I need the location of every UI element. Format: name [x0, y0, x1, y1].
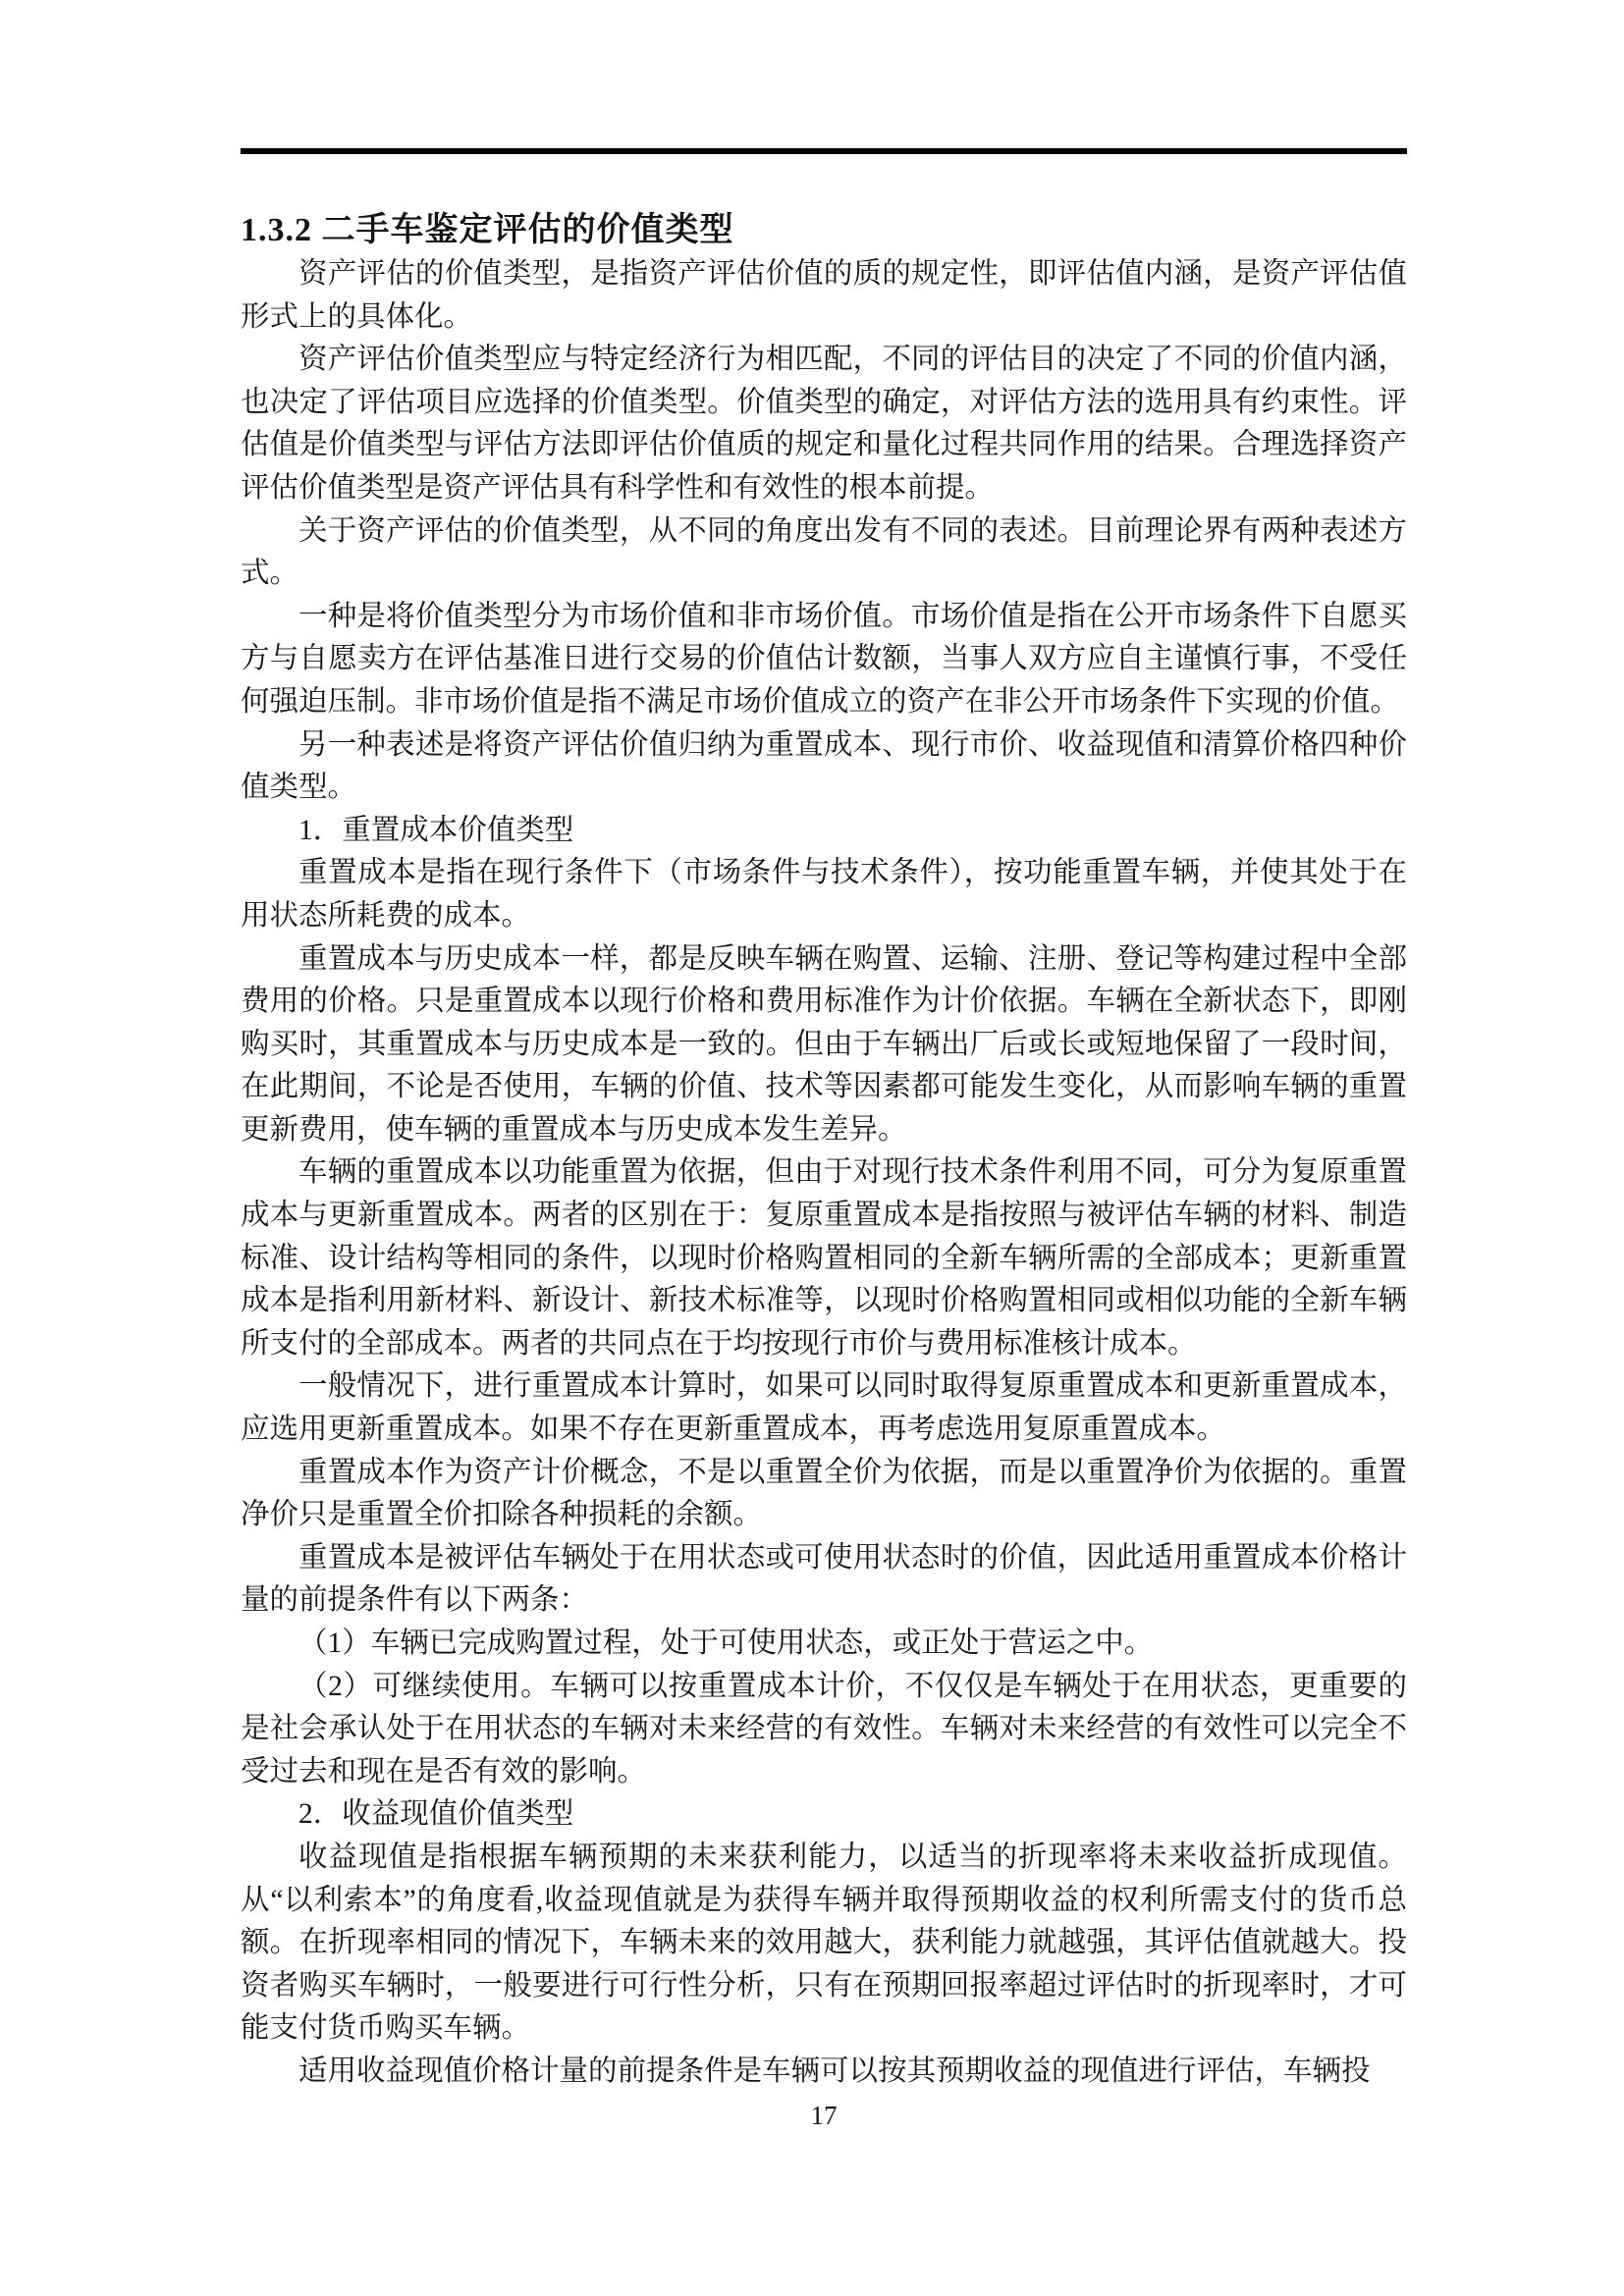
paragraph: 适用收益现值价格计量的前提条件是车辆可以按其预期收益的现值进行评估，车辆投	[298, 2055, 1371, 2087]
list-heading: 2．收益现值价值类型	[298, 1798, 574, 1831]
paragraph: 关于资产评估的价值类型，从不同的角度出发有不同的表述。目前理论界有两种表述方式。	[241, 514, 1407, 590]
paragraph: 资产评估的价值类型，是指资产评估价值的质的规定性，即评估值内涵，是资产评估值形式上的具体化。	[241, 258, 1407, 333]
list-item: （1）车辆已完成购置过程，处于可使用状态，或正处于营运之中。	[298, 1628, 1154, 1659]
page-content	[241, 0, 1407, 2094]
paragraph: 另一种表述是将资产评估价值归纳为重置成本、现行市价、收益现值和清算价格四种价值类型。	[241, 728, 1407, 804]
paragraph: 一种是将价值类型分为市场价值和非市场价值。市场价值是指在公开市场条件下自愿买方与自愿卖方在评估基准日进行交易的价值估计数额，当事人双方应自主谨慎行事，不受任何强迫压制。非市场价值是指不满足市场价值成立的资产在非公开市场条件下实现的价值。	[241, 600, 1407, 718]
list-item: （2）可继续使用。车辆可以按重置成本计价，不仅仅是车辆处于在用状态，更重要的是社会承认处于在用状态的车辆对未来经营的有效性。车辆对未来经营的有效性可以完全不受过去和现在是否有效的影响。	[241, 1670, 1407, 1788]
paragraph: 重置成本是被评估车辆处于在用状态或可使用状态时的价值，因此适用重置成本价格计量的前提条件有以下两条：	[241, 1541, 1407, 1617]
list-heading: 1．重置成本价值类型	[298, 814, 574, 846]
paragraph: 重置成本作为资产计价概念，不是以重置全价为依据，而是以重置净价为依据的。重置净价只是重置全价扣除各种损耗的余额。	[241, 1456, 1407, 1531]
page-number: 17	[810, 2101, 838, 2130]
body-text	[241, 253, 1407, 2094]
section-heading: 1.3.2 二手车鉴定评估的价值类型	[241, 212, 734, 248]
paragraph: 重置成本是指在现行条件下（市场条件与技术条件），按功能重置车辆，并使其处于在用状态所耗费的成本。	[241, 857, 1407, 932]
paragraph: 车辆的重置成本以功能重置为依据，但由于对现行技术条件利用不同，可分为复原重置成本与更新重置成本。两者的区别在于：复原重置成本是指按照与被评估车辆的材料、制造标准、设计结构等相同的条件，以现时价格购置相同的全新车辆所需的全部成本；更新重置成本是指利用新材料、新设计、新技术标准等，以现时价格购置相同或相似功能的全新车辆所支付的全部成本。两者的共同点在于均按现行市价与费用标准核计成本。	[241, 1156, 1407, 1360]
paragraph: 一般情况下，进行重置成本计算时，如果可以同时取得复原重置成本和更新重置成本，应选用更新重置成本。如果不存在更新重置成本，再考虑选用复原重置成本。	[241, 1370, 1407, 1446]
paragraph: 重置成本与历史成本一样，都是反映车辆在购置、运输、注册、登记等构建过程中全部费用的价格。只是重置成本以现行价格和费用标准作为计价依据。车辆在全新状态下，即刚购买时，其重置成本与历史成本是一致的。但由于车辆出厂后或长或短地保留了一段时间，在此期间，不论是否使用，车辆的价值、技术等因素都可能发生变化，从而影响车辆的重置更新费用，使车辆的重置成本与历史成本发生差异。	[241, 942, 1407, 1146]
paragraph: 资产评估价值类型应与特定经济行为相匹配，不同的评估目的决定了不同的价值内涵，也决定了评估项目应选择的价值类型。价值类型的确定，对评估方法的选用具有约束性。评估值是价值类型与评估方法即评估价值质的规定和量化过程共同作用的结果。合理选择资产评估价值类型是资产评估具有科学性和有效性的根本前提。	[241, 344, 1407, 504]
header-rule	[241, 148, 1407, 154]
paragraph: 收益现值是指根据车辆预期的未来获利能力，以适当的折现率将未来收益折成现值。从“以利索本”的角度看,收益现值就是为获得车辆并取得预期收益的权利所需支付的货币总额。在折现率相同的情况下，车辆未来的效用越大，获利能力就越强，其评估值就越大。投资者购买车辆时，一般要进行可行性分析，只有在预期回报率超过评估时的折现率时，才可能支付货币购买车辆。	[241, 1841, 1407, 2045]
